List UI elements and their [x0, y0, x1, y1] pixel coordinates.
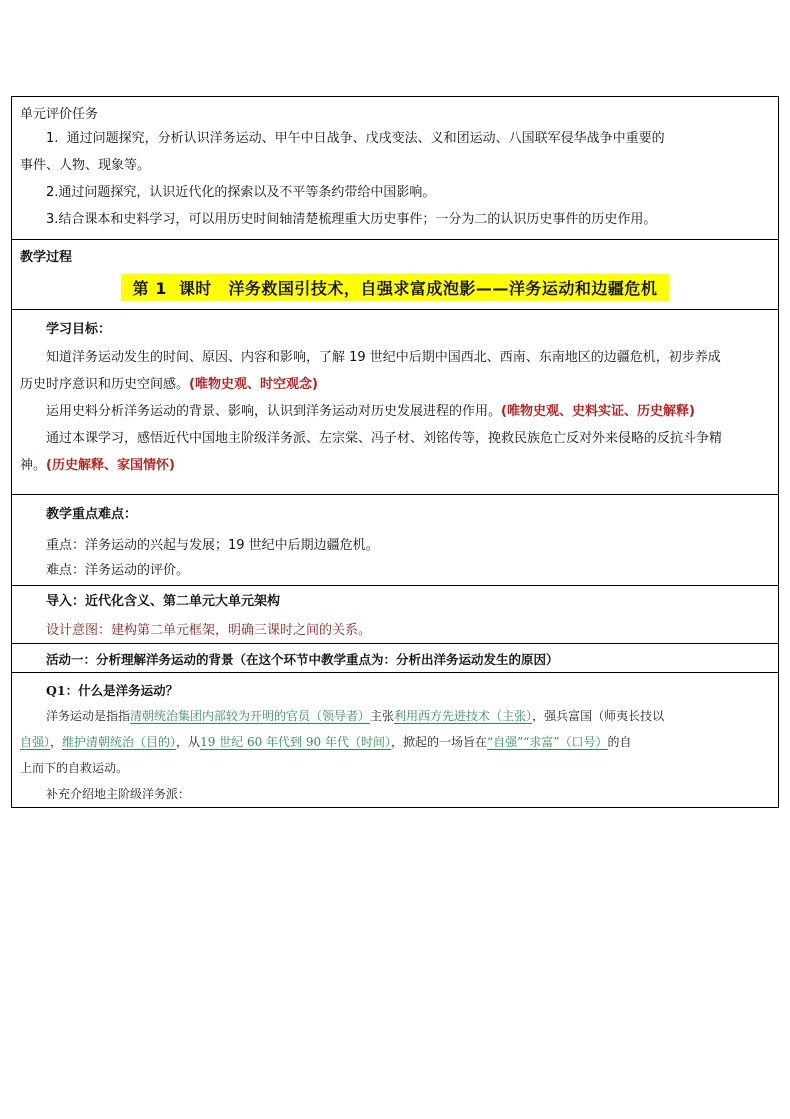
q1-l2-d: ，从: [176, 735, 201, 749]
q1-l1-e: ，强兵富国（师夷长技以: [532, 709, 665, 723]
q1-row: [12, 673, 779, 808]
q1-l1-c: 主张: [370, 709, 395, 723]
goal-1: 知道洋务运动发生的时间、原因、内容和影响，了解 19 世纪中后期中国西北、西南、东南地区的边疆危机，初步养成: [46, 350, 721, 365]
lesson-plan-table: [11, 96, 779, 808]
q1-title: Q1：什么是洋务运动？: [46, 683, 179, 698]
lesson-banner-num: 第 1: [127, 277, 173, 300]
q1-line-3: 上而下的自救运动。: [20, 761, 129, 775]
q1-proposition: 利用西方先进技术（主张）: [394, 709, 533, 723]
goal-3-cont: [20, 452, 770, 479]
keypoints-difficulty: 难点：洋务运动的评价。: [46, 563, 190, 578]
lesson-banner: [20, 274, 770, 301]
q1-purpose: 维护清朝统治（目的）: [62, 735, 177, 749]
q1-l1-a: 洋务运动是指指: [46, 709, 131, 723]
activity1-cell: [12, 644, 779, 673]
goal-2-tag: (唯物史观、史料实证、历史解释): [501, 404, 695, 419]
keypoints-title: 教学重点难点：: [46, 507, 138, 522]
lesson-banner-text: [121, 274, 670, 301]
q1-line-1: [20, 703, 770, 729]
intro-cell: [12, 586, 779, 644]
process-title: 教学过程: [20, 250, 73, 265]
q1-l2-b: ，: [50, 735, 63, 749]
q1-slogan: “自强”“求富”（口号）: [486, 735, 608, 749]
keypoints-cell: [12, 495, 779, 586]
q1-l2-f: ，掀起的一场旨在: [390, 735, 487, 749]
keypoints-row: [12, 495, 779, 586]
lesson-plan-page: [11, 96, 779, 808]
goal-1-tag: (唯物史观、时空观念): [189, 377, 318, 392]
goal-1-text-b: 历史时序意识和历史空间感。: [20, 377, 190, 392]
unit-eval-item-1-text-a: 通过问题探究，分析认识洋务运动、甲午中日战争、戊戌变法、义和团运动、八国联军侵华战争中重要的: [66, 131, 665, 146]
q1-line-4: 补充介绍地主阶级洋务派：: [46, 787, 191, 801]
goal-1-cont: [20, 371, 770, 398]
unit-eval-item-2: 2.通过问题探究，认识近代化的探索以及不平等条约带给中国影响。: [46, 185, 436, 200]
lesson-banner-title: 课时 洋务救国引技术，自强求富成泡影——洋务运动和边疆危机: [173, 277, 664, 300]
activity1-title: 活动一：分析理解洋务运动的背景（在这个环节中教学重点为：分析出洋务运动发生的原因）: [46, 652, 559, 667]
process-cell: [12, 240, 779, 310]
goal-3: 通过本课学习，感悟近代中国地主阶级洋务派、左宗棠、冯子材、刘铭传等，挽救民族危亡反对外来侵略的反抗斗争精: [46, 431, 723, 446]
q1-line-2: [20, 729, 770, 755]
q1-l2-a: 自强）: [20, 735, 51, 749]
unit-eval-cell: [12, 97, 779, 240]
goals-row: [12, 310, 779, 495]
q1-l2-h: 的自: [607, 735, 632, 749]
intro-row: [12, 586, 779, 644]
goal-3-tag: (历史解释、家国情怀): [46, 458, 175, 473]
keypoints-focus: 重点：洋务运动的兴起与发展；19 世纪中后期边疆危机。: [46, 538, 379, 553]
goal-2: [20, 398, 770, 425]
q1-leader: 清朝统治集团内部较为开明的官员（领导者）: [130, 709, 371, 723]
intro-title: 导入：近代化含义、第二单元大单元架构: [46, 594, 281, 609]
unit-eval-item-1: [20, 125, 770, 152]
unit-eval-item-1-cont: 事件、人物、现象等。: [20, 158, 151, 173]
unit-eval-title: 单元评价任务: [20, 107, 99, 122]
q1-cell: [12, 673, 779, 808]
goals-cell: [12, 310, 779, 495]
unit-eval-row: [12, 97, 779, 240]
goal-3-text-b: 神。: [20, 458, 47, 473]
unit-eval-item-3: 3.结合课本和史料学习，可以用历史时间轴清楚梳理重大历史事件；一分为二的认识历史事件的历史作用。: [46, 212, 657, 227]
intro-design-a: 设计意图：建构第二单元框架，: [46, 623, 229, 638]
activity1-row: [12, 644, 779, 673]
goal-2-text: 运用史料分析洋务运动的背景、影响，认识到洋务运动对历史发展进程的作用。: [46, 404, 502, 419]
q1-time: 19 世纪 60 年代到 90 年代（时间）: [200, 735, 391, 749]
unit-eval-item-1-num: 1.: [46, 131, 59, 146]
goals-title: 学习目标：: [46, 322, 112, 337]
intro-design-b: 明确三课时之间的关系。: [228, 623, 372, 638]
intro-design: [20, 618, 770, 643]
process-row: [12, 240, 779, 310]
